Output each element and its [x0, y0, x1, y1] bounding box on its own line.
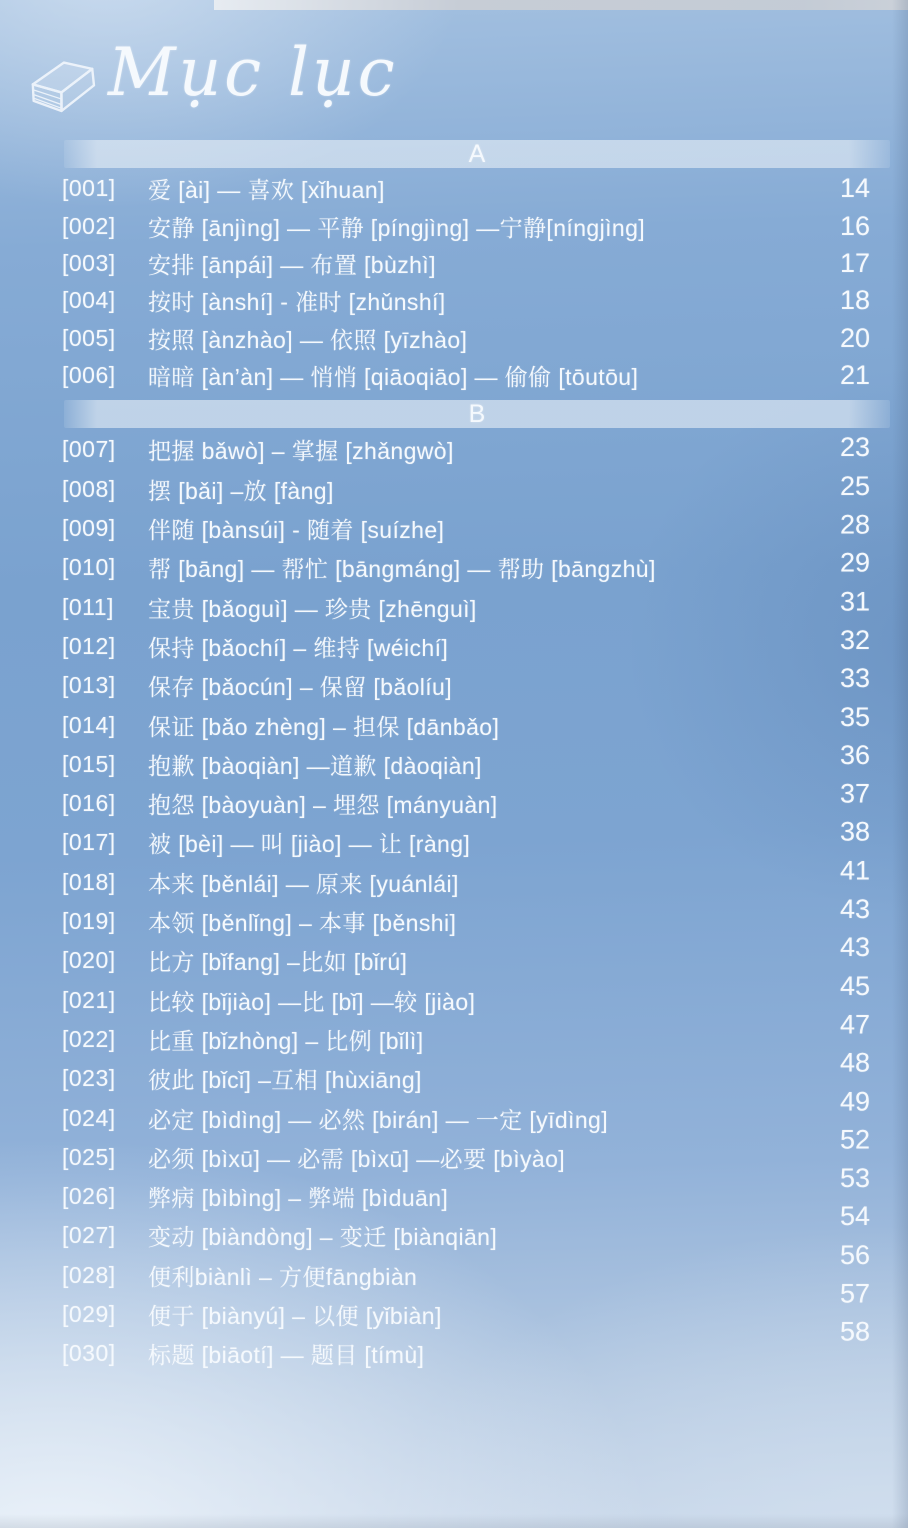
toc-entry-row	[0, 588, 908, 627]
entry-text: 彼此 [bǐcǐ] –互相 [hùxiāng]	[148, 1067, 422, 1094]
toc-entry-row	[0, 1201, 908, 1255]
entry-text: 抱怨 [bàoyuàn] – 埋怨 [mányuàn]	[148, 792, 498, 819]
entry-number: [017]	[62, 829, 116, 856]
entry-number: [008]	[62, 475, 116, 502]
entry-page-number: 35	[839, 701, 870, 732]
entry-text: 标题 [biāotí] — 题目 [tímù]	[148, 1342, 425, 1369]
toc-entry-row	[0, 1009, 908, 1059]
entry-number: [002]	[62, 212, 116, 239]
entry-text: 抱歉 [bàoqiàn] —道歉 [dàoqiàn]	[148, 752, 482, 779]
entry-page-number: 53	[839, 1162, 870, 1193]
toc-entry-row	[0, 816, 908, 862]
entry-number: [023]	[62, 1065, 116, 1092]
entry-number: [004]	[62, 287, 116, 314]
entry-page-number: 54	[839, 1201, 870, 1232]
entry-text: 保存 [bǎocún] – 保留 [bǎolíu]	[148, 674, 453, 701]
entry-text: 宝贵 [bǎoguì] — 珍贵 [zhēnguì]	[148, 595, 477, 622]
entry-number: [027]	[62, 1222, 116, 1249]
entry-text: 把握 bǎwò] – 掌握 [zhǎngwò]	[148, 438, 454, 465]
entry-page-number: 36	[839, 740, 870, 771]
toc-entry-row	[0, 207, 908, 244]
entry-text: 安静 [ānjìng] — 平静 [píngjìng] —宁静[níngjìng]	[148, 214, 646, 241]
toc-entry-row	[0, 893, 908, 941]
entry-number: [024]	[62, 1104, 116, 1131]
entry-number: [025]	[62, 1143, 116, 1170]
entry-number: [013]	[62, 672, 116, 699]
toc-entry-row	[0, 1124, 908, 1177]
entry-page-number: 52	[839, 1124, 870, 1155]
entry-text: 便利biànlì – 方便fāngbiàn	[148, 1263, 418, 1290]
entry-page-number: 31	[839, 586, 870, 617]
entry-page-number: 47	[839, 1009, 870, 1040]
toc-entry-row	[0, 970, 908, 1020]
section-letter: B	[468, 399, 486, 428]
section-band	[64, 140, 890, 168]
page-title: Mục lục	[108, 34, 398, 111]
entry-page-number: 32	[839, 624, 870, 655]
entry-page-number: 38	[839, 816, 870, 847]
entry-number: [018]	[62, 868, 116, 895]
entry-number: [022]	[62, 1025, 116, 1052]
toc-entry-row	[0, 663, 908, 705]
entry-text: 保证 [bǎo zhèng] – 担保 [dānbǎo]	[148, 713, 500, 740]
entry-number: [006]	[62, 362, 116, 389]
photo-top-edge	[214, 0, 908, 10]
entry-text: 弊病 [bìbìng] – 弊端 [bìduān]	[148, 1185, 449, 1212]
toc-entry-row	[0, 170, 908, 207]
entry-page-number: 37	[839, 778, 870, 809]
entry-page-number: 23	[839, 432, 870, 463]
entry-text: 必定 [bìdìng] — 必然 [birán] — 一定 [yīdìng]	[148, 1106, 609, 1133]
entry-number: [019]	[62, 908, 116, 935]
toc-entry-row	[0, 1047, 908, 1098]
photo-bottom-edge	[0, 1514, 908, 1528]
section-entries	[0, 430, 908, 1373]
toc-entry-row	[0, 320, 908, 357]
entry-page-number: 29	[839, 547, 870, 578]
section-entries	[0, 170, 908, 394]
entry-page-number: 43	[839, 893, 870, 924]
toc-entry-row	[0, 1086, 908, 1137]
entry-page-number: 28	[839, 509, 870, 540]
entry-page-number: 21	[839, 360, 870, 391]
entry-number: [011]	[62, 593, 114, 620]
entry-page-number: 49	[839, 1086, 870, 1117]
toc-entry-row	[0, 548, 908, 587]
entry-text: 暗暗 [àn’àn] — 悄悄 [qiāoqiāo] — 偷偷 [tōutōu]	[148, 364, 639, 391]
entry-page-number: 20	[839, 322, 870, 353]
toc-section	[0, 400, 908, 1373]
toc-entry-row	[0, 1162, 908, 1216]
entry-number: [030]	[62, 1340, 116, 1367]
entry-text: 被 [bèi] — 叫 [jiào] — 让 [ràng]	[148, 831, 471, 858]
entry-number: [007]	[62, 436, 116, 463]
toc-entry-row	[0, 357, 908, 394]
entry-number: [026]	[62, 1183, 116, 1210]
entry-text: 变动 [biàndòng] – 变迁 [biànqiān]	[148, 1224, 498, 1251]
entry-text: 摆 [bǎi] –放 [fàng]	[148, 477, 334, 504]
toc-entry-row	[0, 778, 908, 823]
toc-sections	[0, 140, 908, 1373]
toc-entry-row	[0, 701, 908, 744]
toc-entry-row	[0, 470, 908, 509]
toc-entry-row	[0, 430, 908, 469]
entry-number: [021]	[62, 986, 116, 1013]
toc-entry-row	[0, 245, 908, 282]
entry-page-number: 45	[839, 970, 870, 1001]
entry-page-number: 56	[839, 1239, 870, 1270]
entry-text: 必须 [bìxū] — 必需 [bìxū] —必要 [bìyào]	[148, 1145, 566, 1172]
entry-text: 按时 [ànshí] - 准时 [zhǔnshí]	[148, 289, 446, 316]
entry-text: 安排 [ānpái] — 布置 [bùzhì]	[148, 251, 436, 278]
section-letter: A	[468, 139, 486, 168]
toc-entry-row	[0, 855, 908, 902]
entry-text: 比方 [bǐfang] –比如 [bǐrú]	[148, 949, 408, 976]
entry-page-number: 57	[839, 1278, 870, 1309]
entry-number: [014]	[62, 711, 116, 738]
entry-number: [015]	[62, 750, 116, 777]
toc-entry-row	[0, 932, 908, 980]
entry-text: 爱 [ài] — 喜欢 [xǐhuan]	[148, 177, 385, 204]
entry-text: 帮 [bāng] — 帮忙 [bāngmáng] — 帮助 [bāngzhù]	[148, 556, 656, 583]
entry-page-number: 16	[839, 210, 870, 241]
entry-page-number: 17	[839, 247, 870, 278]
book-icon	[9, 45, 110, 147]
entry-number: [029]	[62, 1301, 116, 1328]
entry-text: 本来 [běnlái] — 原来 [yuánlái]	[148, 870, 459, 897]
toc-entry-row	[0, 1278, 908, 1334]
entry-number: [028]	[62, 1261, 116, 1288]
entry-number: [005]	[62, 324, 116, 351]
entry-text: 本领 [běnlǐng] – 本事 [běnshi]	[148, 910, 457, 937]
page-header	[14, 34, 398, 143]
entry-number: [010]	[62, 554, 116, 581]
section-band	[64, 400, 890, 428]
toc-entry-row	[0, 624, 908, 666]
entry-page-number: 14	[839, 173, 870, 204]
entry-text: 比较 [bǐjiào] —比 [bǐ] —较 [jiào]	[148, 988, 476, 1015]
entry-page-number: 18	[839, 285, 870, 316]
entry-text: 比重 [bǐzhòng] – 比例 [bǐlì]	[148, 1027, 424, 1054]
toc-entry-row	[0, 1239, 908, 1295]
entry-text: 保持 [bǎochí] – 维持 [wéichí]	[148, 634, 449, 661]
entry-page-number: 33	[839, 663, 870, 694]
entry-number: [003]	[62, 249, 116, 276]
entry-page-number: 43	[839, 932, 870, 963]
entry-number: [020]	[62, 947, 116, 974]
entry-number: [012]	[62, 632, 116, 659]
entry-text: 便于 [biànyú] – 以便 [yǐbiàn]	[148, 1303, 442, 1330]
toc-section	[0, 140, 908, 394]
entry-number: [001]	[62, 175, 116, 202]
toc-entry-row	[0, 740, 908, 784]
entry-text: 伴随 [bànsúi] - 随着 [suízhe]	[148, 517, 445, 544]
entry-page-number: 58	[839, 1316, 870, 1347]
toc-entry-row	[0, 282, 908, 319]
entry-page-number: 41	[839, 855, 870, 886]
entry-number: [016]	[62, 790, 116, 817]
entry-page-number: 48	[839, 1047, 870, 1078]
entry-number: [009]	[62, 515, 116, 542]
toc-entry-row	[0, 509, 908, 548]
entry-text: 按照 [ànzhào] — 依照 [yīzhào]	[148, 326, 468, 353]
entry-page-number: 25	[839, 470, 870, 501]
